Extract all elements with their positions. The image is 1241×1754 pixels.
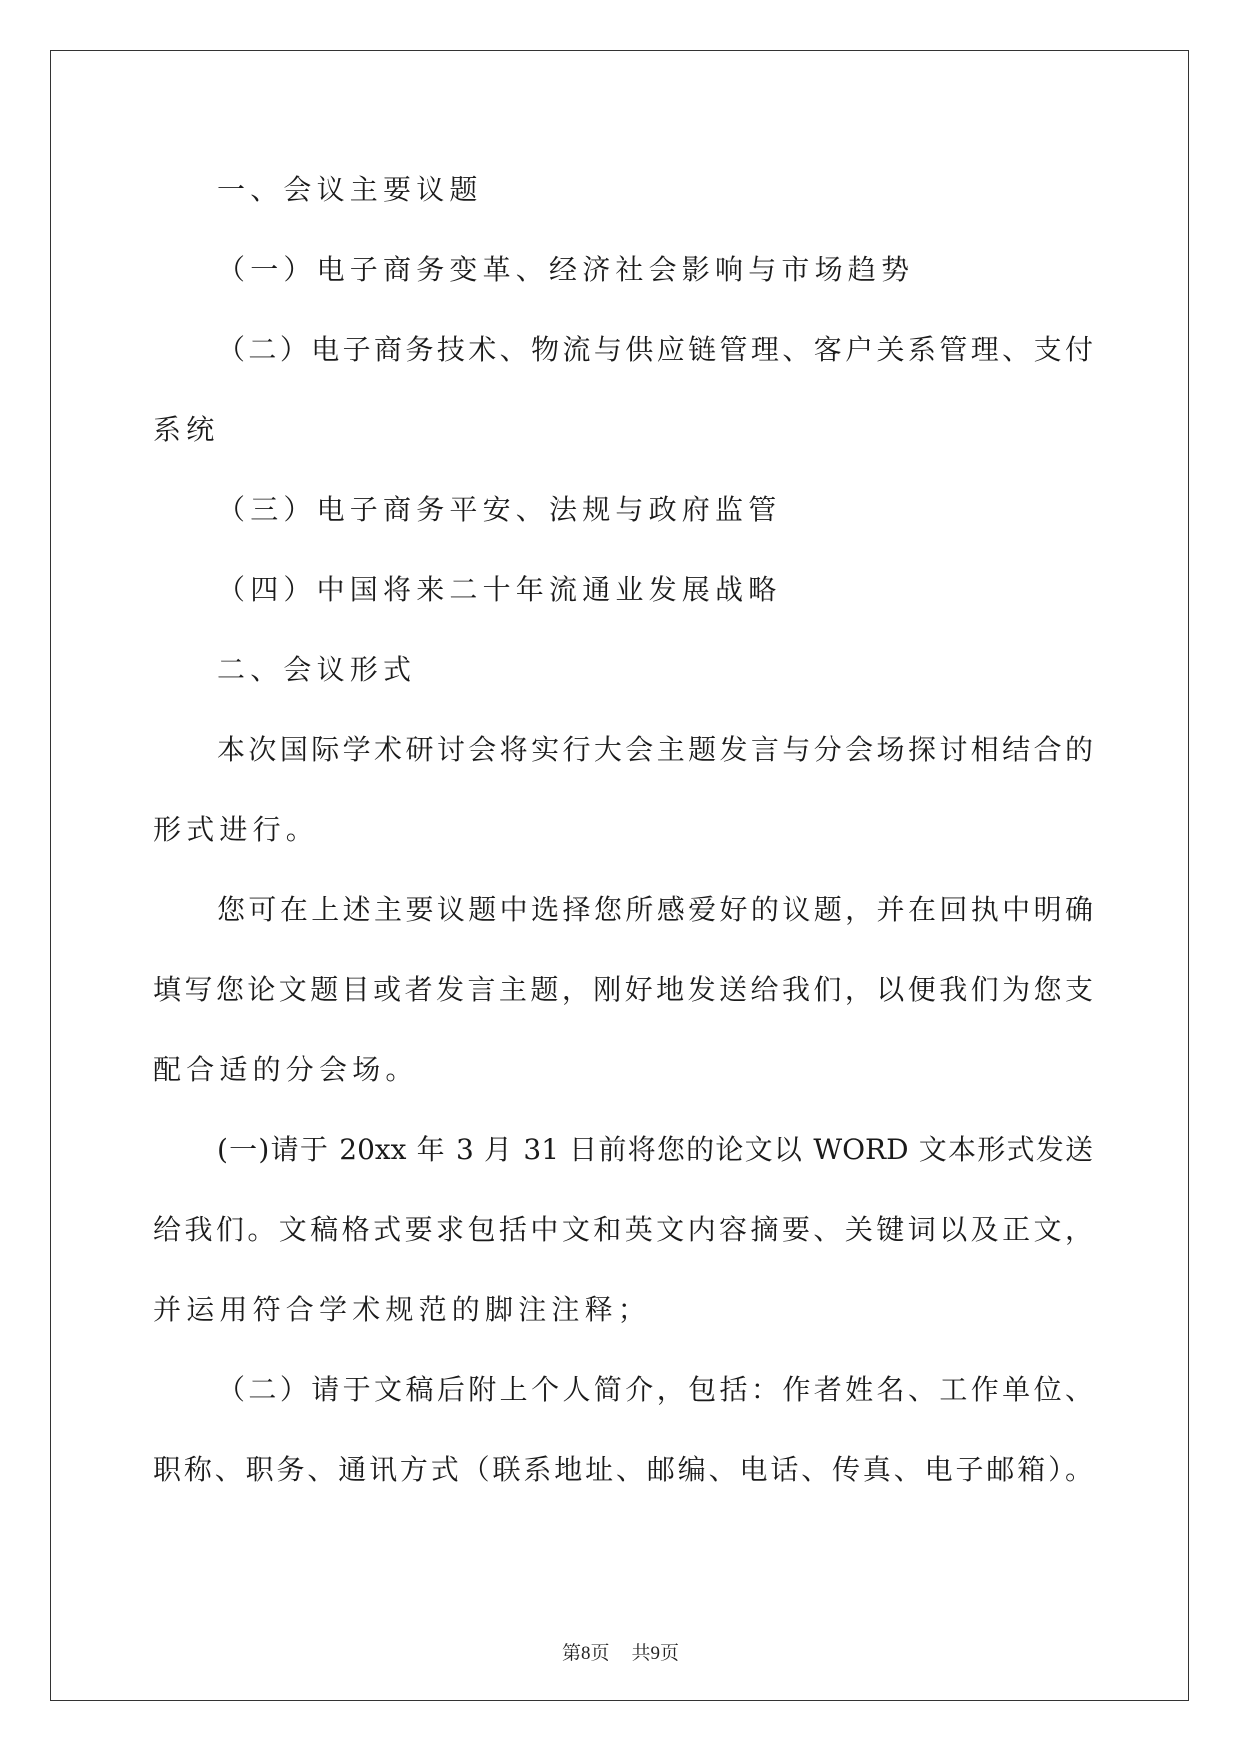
paragraph-bio-line-1: （二）请于文稿后附上个人简介，包括：作者姓名、工作单位、 [217,1373,1093,1406]
section-heading-format: 二、会议形式 [217,653,417,686]
page-footer [0,1642,1241,1666]
paragraph-deadline-line-1: (一)请于 20xx 年 3 月 31 日前将您的论文以 WORD 文本形式发送 [217,1133,1093,1166]
page-number-current: 第8页 [561,1643,610,1664]
topic-item-2: （二）电子商务技术、物流与供应链管理、客户关系管理、支付 [217,333,1093,366]
paragraph-select-line-2: 填写您论文题目或者发言主题，刚好地发送给我们，以便我们为您支 [153,973,1093,1006]
section-heading-topics: 一、会议主要议题 [217,173,483,206]
paragraph-deadline-line-2: 给我们。文稿格式要求包括中文和英文内容摘要、关键词以及正文， [153,1213,1093,1246]
topic-item-1: （一）电子商务变革、经济社会影响与市场趋势 [217,253,915,286]
topic-item-3: （三）电子商务平安、法规与政府监管 [217,493,782,526]
page-number-total: 共9页 [631,1643,680,1664]
paragraph-select-line-3: 配合适的分会场。 [153,1053,419,1086]
topic-item-4: （四）中国将来二十年流通业发展战略 [217,573,782,606]
paragraph-format-line-2: 形式进行。 [153,813,320,846]
topic-item-2-continued: 系统 [153,413,220,446]
paragraph-deadline-line-3: 并运用符合学术规范的脚注注释； [153,1293,652,1326]
paragraph-bio-line-2: 职称、职务、通讯方式（联系地址、邮编、电话、传真、电子邮箱）。 [153,1453,1093,1486]
paragraph-format-line-1: 本次国际学术研讨会将实行大会主题发言与分会场探讨相结合的 [217,733,1093,766]
paragraph-select-line-1: 您可在上述主要议题中选择您所感爱好的议题，并在回执中明确 [217,893,1093,926]
